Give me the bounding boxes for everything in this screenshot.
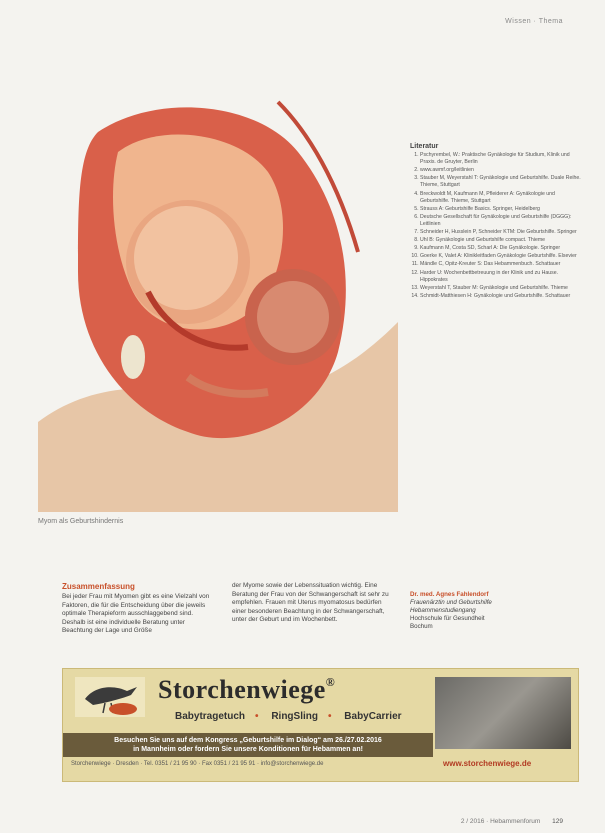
literature-item: 13. Weyerstahl T, Stauber M: Gynäkologie und Geburtshilfe. Thieme <box>420 285 582 292</box>
author-institution: Hochschule für Gesundheit <box>410 615 485 622</box>
ad-contact-line: Storchenwiege · Dresden · Tel. 0351 / 21 95 90 · Fax 0351 / 21 95 91 · info@storchenwiege.de <box>71 761 324 767</box>
summary-title: Zusammenfassung <box>62 582 135 591</box>
page-number: 129 <box>552 818 563 825</box>
literature-section <box>410 143 582 301</box>
literature-item: 3. Stauber M, Weyerstahl T: Gynäkologie und Geburtshilfe. Duale Reihe. Thieme, Stuttgart <box>420 175 582 189</box>
author-affiliation: Hebammenstudiengang <box>410 607 476 614</box>
author-block <box>410 591 582 631</box>
literature-title: Literatur <box>410 143 439 150</box>
stork-logo-icon <box>75 677 145 717</box>
literature-list <box>410 152 582 300</box>
author-affiliation: Frauenärztin und Geburtshilfe <box>410 599 492 606</box>
literature-item: 5. Strauss A: Geburtshilfe Basics. Springer, Heidelberg <box>420 206 582 213</box>
literature-item: 8. Uhl B: Gynäkologie und Geburtshilfe compact. Thieme <box>420 237 582 244</box>
journal-name: 2 / 2016 · Hebammenforum <box>460 818 541 825</box>
ad-product: BabyCarrier <box>344 711 402 722</box>
ad-product: RingSling <box>271 711 318 722</box>
literature-item: 14. Schmidt-Matthiesen H: Gynäkologie und Geburtshilfe. Schattauer <box>420 293 582 300</box>
literature-item: 6. Deutsche Gesellschaft für Gynäkologie und Geburtshilfe (DGGG): Leitlinien <box>420 214 582 228</box>
ad-brand-title: Storchenwiege® <box>158 675 336 704</box>
author-name: Dr. med. Agnes Fahlendorf <box>410 591 489 598</box>
storchenwiege-advertisement[interactable] <box>62 668 579 782</box>
literature-item: 1. Pschyrembel, W.: Praktische Gynäkologie für Studium, Klinik und Praxis. de Gruyter, Berlin <box>420 152 582 166</box>
literature-item: 11. Mändle C, Opitz-Kreuter S: Das Hebammenbuch. Schattauer <box>420 261 582 268</box>
page-footer <box>461 818 563 825</box>
ad-congress-banner: Besuchen Sie uns auf dem Kongress „Geburtshilfe im Dialog“ am 26./27.02.2016 in Mannheim oder fordern Sie unsere Konditionen für Hebammen an! <box>63 733 433 757</box>
summary-text-col1: Bei jeder Frau mit Myomen gibt es eine Vielzahl von Faktoren, die für die Entscheidung über die jeweils optimale Therapieform ausschlaggebend sind. Deshalb ist eine individuelle Beratung unter Beachtung der Lage und Größe <box>62 593 210 635</box>
ad-product: Babytragetuch <box>175 711 246 722</box>
literature-item: 9. Kaufmann M, Costa SD, Scharl A: Die Gynäkologie. Springer <box>420 245 582 252</box>
section-label: Wissen · Thema <box>505 18 563 25</box>
ad-photo <box>435 677 571 749</box>
literature-item: 2. www.awmf.org/leitlinien <box>420 167 582 174</box>
figure-caption: Myom als Geburtshindernis <box>38 518 124 525</box>
summary-text-col2: der Myome sowie der Lebenssituation wichtig. Eine Beratung der Frau von der Schwangerschaft ist sehr zu empfehlen. Frauen mit Uterus myomatosus bedürfen einer besonderen Beachtung in der Schwangerschaft, unter der Geburt und im Wochenbett. <box>232 582 389 624</box>
ad-url-link[interactable]: www.storchenwiege.de <box>443 759 532 768</box>
ad-products: Babytragetuch • RingSling • BabyCarrier <box>175 711 402 722</box>
literature-item: 12. Harder U: Wochenbettbetreuung in der Klinik und zu Hause. Hippokrates <box>420 270 582 284</box>
author-city: Bochum <box>410 623 433 630</box>
literature-item: 7. Schneider H, Husslein P, Schneider KTM: Die Geburtshilfe. Springer <box>420 229 582 236</box>
anatomical-illustration <box>38 92 398 512</box>
literature-item: 10. Goerke K, Valet A: Klinikleitfaden Gynäkologie Geburtshilfe. Elsevier <box>420 253 582 260</box>
literature-item: 4. Breckwoldt M, Kaufmann M, Pfleiderer A: Gynäkologie und Geburtshilfe. Thieme, Stuttgart <box>420 191 582 205</box>
